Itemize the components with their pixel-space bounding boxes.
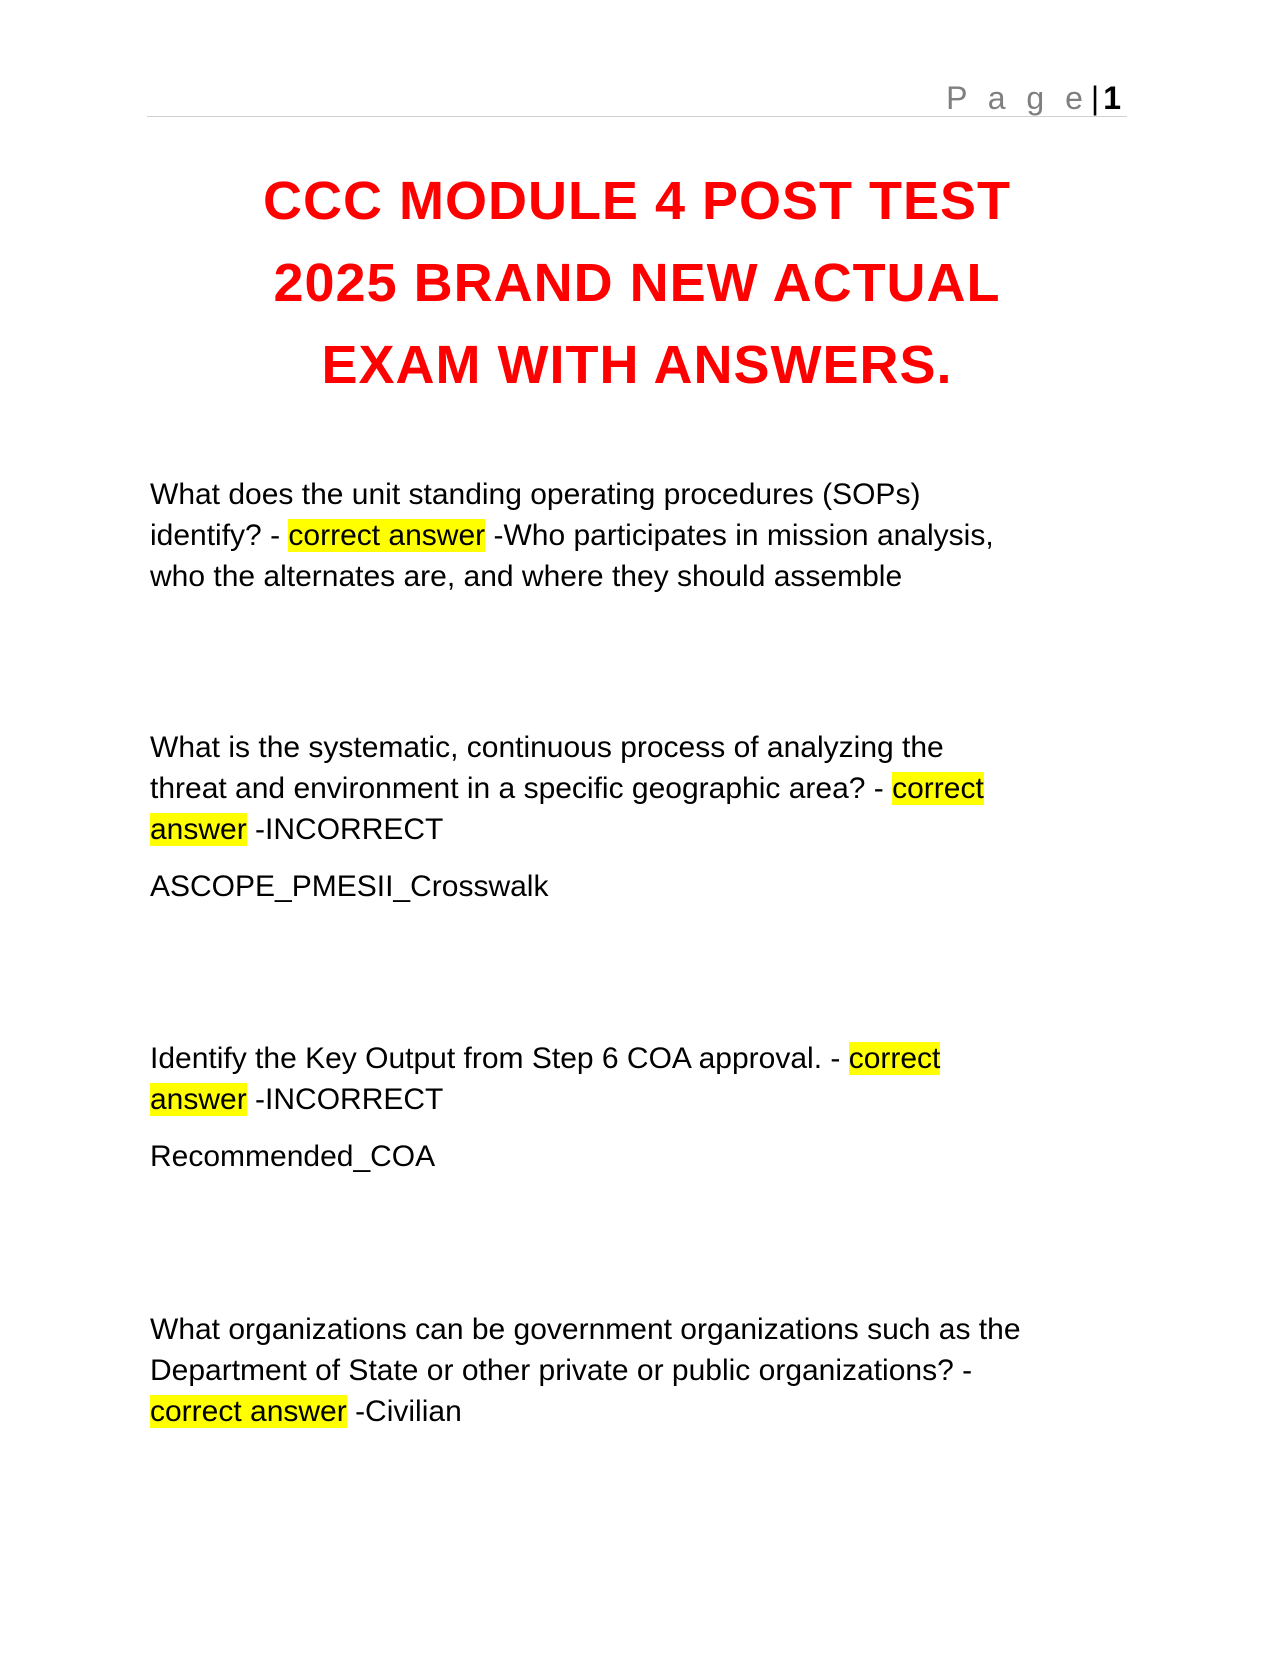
page-separator: | [1090, 80, 1100, 116]
correct-answer-label: correct answer [288, 519, 486, 552]
page-header [147, 72, 1127, 117]
answer-text-cont: who the alternates are, and where they should assemble [150, 560, 903, 593]
correct-answer-label-part-2: answer [150, 813, 247, 846]
correct-answer-label-part-2: answer [150, 1083, 247, 1116]
page-number [946, 78, 1121, 118]
question-answer-line [150, 1079, 1125, 1120]
title-line-2: 2025 BRAND NEW ACTUAL [273, 253, 1001, 313]
question-block-1 [150, 474, 1125, 597]
question-answer-line [150, 809, 1125, 850]
page-word: P a g e [946, 80, 1089, 116]
answer-detail: ASCOPE_PMESII_Crosswalk [150, 870, 549, 903]
title-line-3: EXAM WITH ANSWERS. [321, 335, 953, 395]
question-text: What does the unit standing operating procedures (SOPs) [150, 478, 921, 511]
question-text: What organizations can be government organizations such as the [150, 1313, 1021, 1346]
answer-text: -INCORRECT [246, 1083, 444, 1116]
document-title [147, 160, 1127, 406]
answer-detail: Recommended_COA [150, 1140, 436, 1173]
question-text-line [150, 1038, 1125, 1079]
page-number-value: 1 [1103, 80, 1121, 116]
question-block-3 [150, 1038, 1125, 1177]
question-text: Identify the Key Output from Step 6 COA approval. - [150, 1042, 849, 1075]
answer-text: -Civilian [346, 1395, 462, 1428]
question-answer-line [150, 515, 1125, 556]
question-text-cont: Department of State or other private or public organizations? - [150, 1354, 973, 1387]
question-text-cont: threat and environment in a specific geographic area? - [150, 772, 893, 805]
question-block-2 [150, 727, 1125, 907]
title-line-1: CCC MODULE 4 POST TEST [262, 171, 1012, 231]
question-block-4 [150, 1309, 1125, 1432]
correct-answer-label-part-1: correct [848, 1042, 941, 1075]
answer-text: -INCORRECT [246, 813, 444, 846]
answer-text: -Who participates in mission analysis, [485, 519, 994, 552]
question-text: What is the systematic, continuous process of analyzing the [150, 731, 944, 764]
correct-answer-label: correct answer [150, 1395, 347, 1428]
question-answer-line [150, 1391, 1125, 1432]
question-text-cont: identify? - [150, 519, 289, 552]
correct-answer-label-part-1: correct [892, 772, 984, 805]
question-text-line [150, 768, 1125, 809]
